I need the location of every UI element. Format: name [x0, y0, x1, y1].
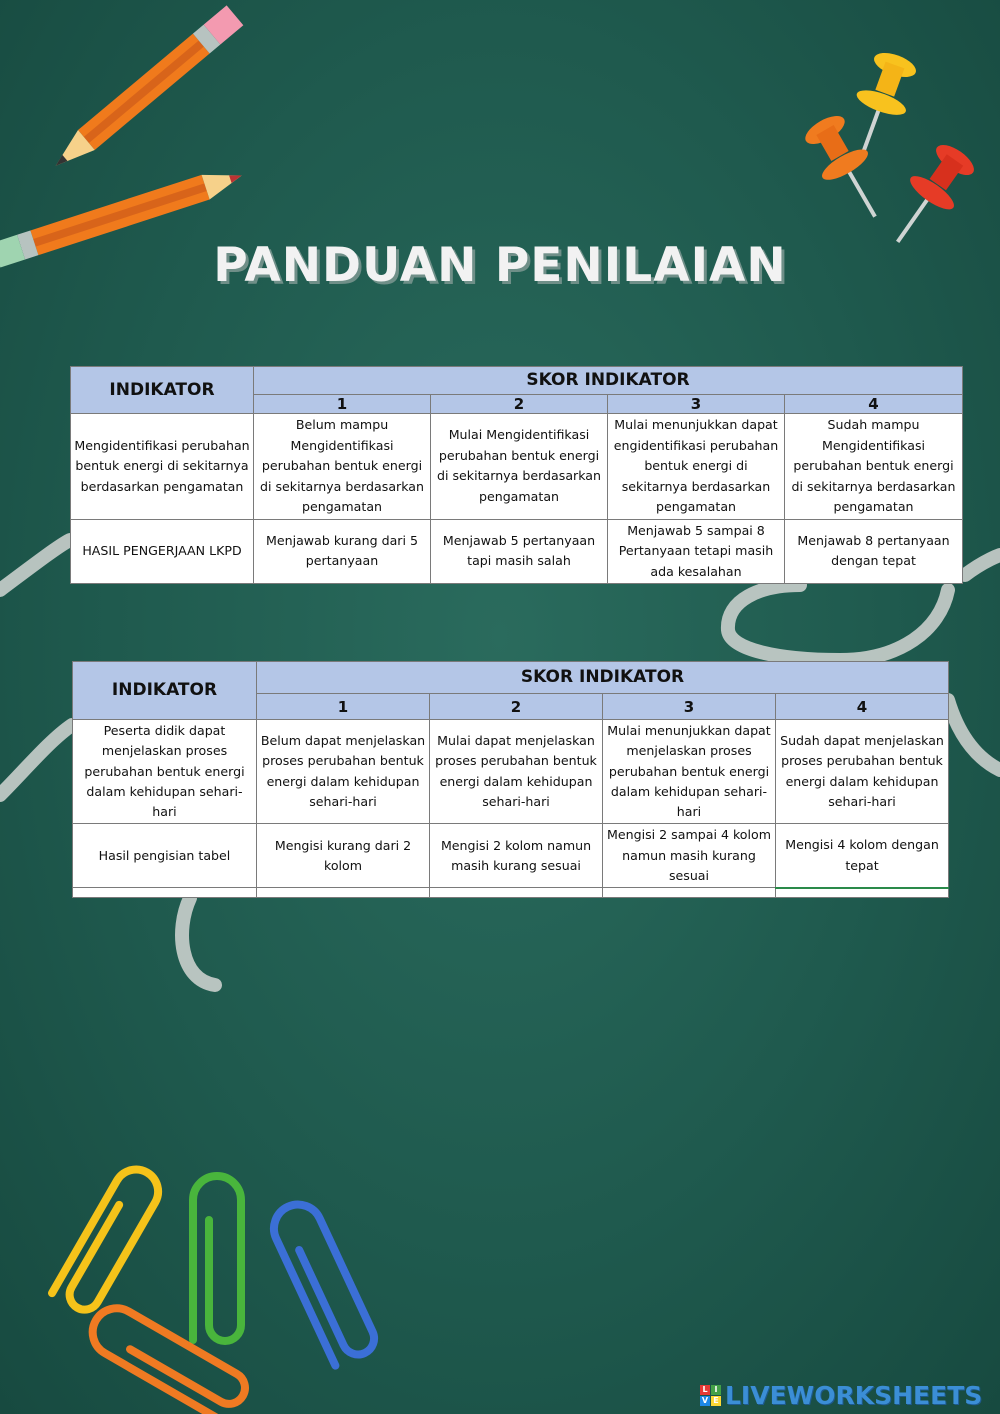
score-level-3: 3 [603, 694, 776, 720]
indikator-cell: HASIL PENGERJAAN LKPD [71, 519, 254, 584]
score-level-4: 4 [785, 395, 963, 414]
score-cell: Menjawab kurang dari 5 pertanyaan [254, 519, 431, 584]
table-row [71, 414, 963, 520]
pushpin-icon [797, 108, 897, 229]
empty-row [73, 888, 949, 898]
score-cell: Menjawab 5 sampai 8 Pertanyaan tetapi masih ada kesalahan [608, 519, 785, 584]
table-row [73, 720, 949, 824]
score-level-1: 1 [257, 694, 430, 720]
liveworksheets-watermark [700, 1380, 982, 1410]
indikator-cell: Mengidentifikasi perubahan bentuk energi di sekitarnya berdasarkan pengamatan [71, 414, 254, 520]
indikator-cell: Peserta didik dapat menjelaskan proses perubahan bentuk energi dalam kehidupan sehari-hari [73, 720, 257, 824]
page-title: PANDUAN PENILAIAN [213, 238, 787, 293]
score-cell: Menjawab 8 pertanyaan dengan tepat [785, 519, 963, 584]
liveworksheets-logo-icon: L I V E [700, 1385, 721, 1406]
skor-header: SKOR INDIKATOR [257, 662, 949, 694]
score-cell: Mengisi 2 kolom namun masih kurang sesuai [430, 824, 603, 888]
rubric-table-1 [70, 366, 963, 584]
indikator-header: INDIKATOR [71, 367, 254, 414]
score-level-2: 2 [431, 395, 608, 414]
score-cell: Mulai dapat menjelaskan proses perubahan bentuk energi dalam kehidupan sehari-hari [430, 720, 603, 824]
score-level-1: 1 [254, 395, 431, 414]
score-level-3: 3 [608, 395, 785, 414]
score-level-4: 4 [776, 694, 949, 720]
score-cell: Belum dapat menjelaskan proses perubahan bentuk energi dalam kehidupan sehari-hari [257, 720, 430, 824]
table-row [71, 519, 963, 584]
score-cell: Mulai menunjukkan dapat menjelaskan proses perubahan bentuk energi dalam kehidupan sehari-hari [603, 720, 776, 824]
pencil-icon [47, 5, 243, 175]
score-cell: Sudah mampu Mengidentifikasi perubahan bentuk energi di sekitarnya berdasarkan pengamatan [785, 414, 963, 520]
score-cell: Mengisi 4 kolom dengan tepat [776, 824, 949, 888]
score-cell: Belum mampu Mengidentifikasi perubahan bentuk energi di sekitarnya berdasarkan pengamatan [254, 414, 431, 520]
score-cell: Mengisi 2 sampai 4 kolom namun masih kurang sesuai [603, 824, 776, 888]
pushpin-icon [836, 47, 922, 168]
score-cell: Menjawab 5 pertanyaan tapi masih salah [431, 519, 608, 584]
score-cell: Mulai Mengidentifikasi perubahan bentuk energi di sekitarnya berdasarkan pengamatan [431, 414, 608, 520]
indikator-cell: Hasil pengisian tabel [73, 824, 257, 888]
score-cell: Mengisi kurang dari 2 kolom [257, 824, 430, 888]
rubric-table-2 [72, 661, 949, 898]
indikator-header: INDIKATOR [73, 662, 257, 720]
paperclip-icon [52, 1161, 379, 1414]
score-cell: Mulai menunjukkan dapat engidentifikasi perubahan bentuk energi di sekitarnya berdasarkan pengamatan [608, 414, 785, 520]
watermark-text: LIVEWORKSHEETS [725, 1380, 983, 1410]
score-cell: Sudah dapat menjelaskan proses perubahan bentuk energi dalam kehidupan sehari-hari [776, 720, 949, 824]
table-row [73, 824, 949, 888]
score-level-2: 2 [430, 694, 603, 720]
skor-header: SKOR INDIKATOR [254, 367, 963, 395]
